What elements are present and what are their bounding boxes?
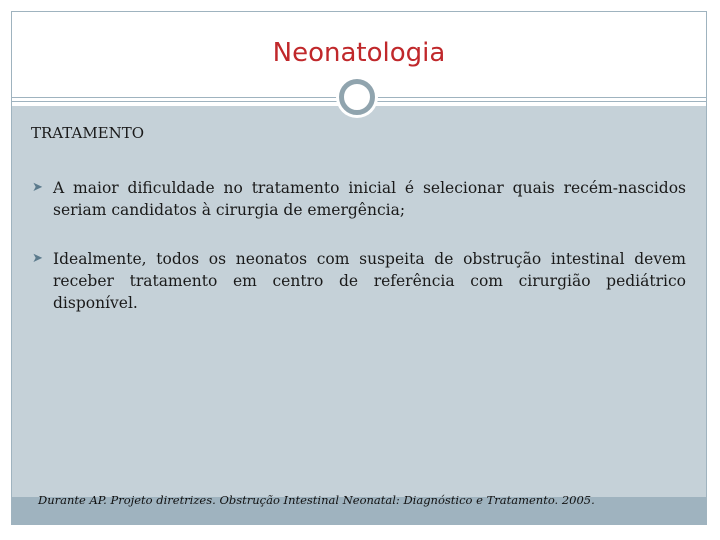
citation: Durante AP. Projeto diretrizes. Obstrução Intestinal Neonatal: Diagnóstico e Tratamento. 2005. [38,493,595,507]
bullet-icon: ➤ [32,251,43,266]
bullet-item [32,177,686,221]
slide-frame [11,11,707,525]
decorative-circle-icon [339,79,375,115]
slide-title: Neonatologia [272,38,446,68]
bullet-text: A maior dificuldade no tratamento inicial é selecionar quais recém-nascidos seriam candidatos à cirurgia de emergência; [53,179,686,219]
bullet-icon: ➤ [32,180,43,195]
bullet-list [32,177,686,341]
section-heading: TRATAMENTO [31,124,145,142]
bullet-text: Idealmente, todos os neonatos com suspeita de obstrução intestinal devem receber tratamento em centro de referência com cirurgião pediátrico disponível. [53,250,686,312]
bullet-item [32,248,686,314]
